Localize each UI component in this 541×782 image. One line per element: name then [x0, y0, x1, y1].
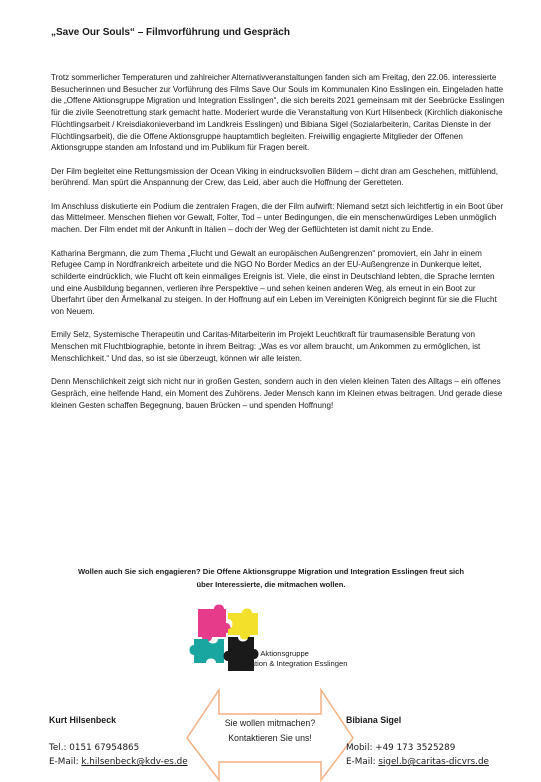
arrow-line-2: Kontaktieren Sie uns!: [228, 733, 312, 743]
cta-line-1: Wollen auch Sie sich engagieren? Die Offene Aktionsgruppe Migration und Integration Esslingen freut sich: [77, 567, 465, 576]
paragraph-1: Trotz sommerlicher Temperaturen und zahlreicher Alternativveranstaltungen fanden sich am Freitag, den 22.06. interessierte Besucherinnen und Besucher zur Vorführung des Films Save Our Souls im Kommunalen Kino Esslingen ein. Eingeladen hatte die „Offene Aktionsgruppe Migration und Integration Esslingen“, die sich bereits 2021 gemeinsam mit der Seebrücke Esslingen für die zivile Seenotrettung stark gemacht hatte. Moderiert wurde die Veranstaltung von Kurt Hilsenbeck (Kirchlich diakonische Flüchtlingsarbeit / Kreisdiakonieverband im Landkreis Esslingen) und Bibiana Sigel (Sozialarbeiterin, Caritas Dienste in der Flüchtlingsarbeit), die die Offene Aktionsgruppe hauptamtlich begleiten. Freiwillig engagierte Mitglieder der Offenen Aktionsgruppe standen am Infostand und im Publikum für Fragen bereit.: [51, 73, 505, 153]
logo-text: [236, 649, 436, 669]
contact-right-phone: [346, 742, 455, 754]
arrow-message: [196, 716, 344, 746]
logo-line-1: Offene Aktionsgruppe: [236, 649, 309, 658]
email-label: E-Mail:: [346, 757, 376, 767]
phone-label: Mobil:: [346, 743, 373, 753]
paragraph-6: Denn Menschlichkeit zeigt sich nicht nur in großen Gesten, sondern auch in den vielen kleinen Taten des Alltags – ein offenes Gespräch, eine helfende Hand, ein Moment des Zuhörens. Jeder Mensch kann im Kleinen etwas beitragen. Und gerade diese kleinen Gesten schaffen Begegnung, bauen Brücken – und spenden Hoffnung!: [51, 377, 503, 410]
contact-left-name: Kurt Hilsenbeck: [49, 715, 116, 725]
document-title: „Save Our Souls“ – Filmvorführung und Gespräch: [51, 27, 290, 38]
article-body: [51, 72, 506, 423]
contact-left-email: [49, 756, 188, 768]
puzzle-piece-pink: [198, 605, 231, 642]
email-link[interactable]: sigel.b@caritas-dicvrs.de: [378, 757, 489, 767]
phone-number: +49 173 3525289: [375, 743, 456, 753]
paragraph-4: Katharina Bergmann, die zum Thema „Flucht und Gewalt an europäischen Außengrenzen“ promoviert, ein Jahr in einem Refugee Camp in Nordfrankreich arbeitete und die NGO No Border Medics an der EU-Außengrenze in Dunkerque leitet, schilderte eindrücklich, wie Flucht oft kein einmaliges Ereignis ist. Viele, die einst in Deutschland lebten, die Sprache lernten und eine Ausbildung begannen, verlieren ihre Perspektive – und sehen keinen anderen Weg, als erneut in ein Boot zur Überfahrt über den Ärmelkanal zu steigen. In der Hoffnung auf ein Leben im Vereinigten Königreich beginnt für sie die Flucht von Neuem.: [51, 248, 497, 317]
contact-right-name: Bibiana Sigel: [346, 715, 402, 725]
phone-label: Tel.:: [49, 743, 67, 753]
contact-left-phone: [49, 742, 139, 754]
phone-number: 0151 67954865: [69, 743, 140, 753]
contact-right-email: [346, 756, 489, 768]
puzzle-piece-yellow: [228, 609, 258, 640]
paragraph-3: Im Anschluss diskutierte ein Podium die zentralen Fragen, die der Film aufwirft: Niemand setzt sich leichtfertig in ein Boot über das Mittelmeer. Menschen fliehen vor Gewalt, Folter, Tod – unter Bedingungen, die ein menschenwürdiges Leben unmöglich machen. Der Film endet mit der Ankunft in Italien – doch der Weg der Geflüchteten ist damit nicht zu Ende.: [51, 201, 504, 235]
logo-line-2: Migration & Integration Esslingen: [236, 659, 348, 668]
paragraph-2: Der Film begleitet eine Rettungsmission der Ocean Viking in eindrucksvollen Bildern – dicht dran am Geschehen, mitfühlend, berührend. Man spürt die Anspannung der Crew, das Leid, aber auch die Hoffnung der Geretteten.: [51, 166, 499, 188]
puzzle-piece-teal: [190, 639, 225, 663]
email-label: E-Mail:: [49, 757, 79, 767]
call-to-action: [51, 566, 491, 591]
arrow-line-1: Sie wollen mitmachen?: [224, 718, 316, 728]
cta-line-2: über Interessierte, die mitmachen wollen.: [196, 579, 346, 589]
paragraph-5: Emily Selz, Systemische Therapeutin und Caritas-Mitarbeiterin im Projekt Leuchtkraft für traumasensible Beratung von Menschen mit Fluchtbiographie, betonte in ihrem Beitrag: „Was es vor allem braucht, um Ankommen zu ermöglichen, ist Menschlichkeit.“ Und das, so ist sie überzeugt, können wir alle leisten.: [51, 330, 481, 363]
email-link[interactable]: k.hilsenbeck@kdv-es.de: [81, 757, 188, 767]
